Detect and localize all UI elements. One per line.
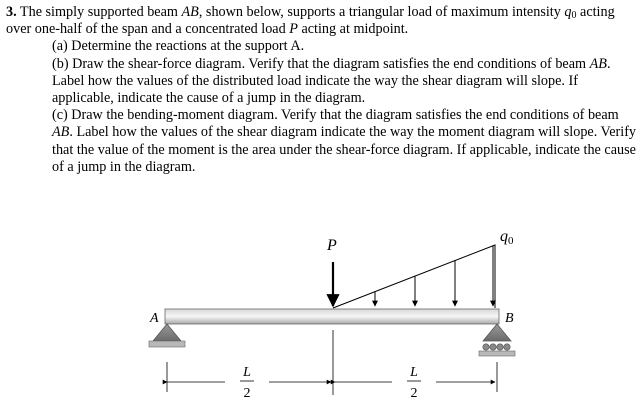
dim-right-num: L	[410, 365, 418, 380]
beam-name: AB	[589, 55, 607, 72]
intro-text: acting over one-half of the span and a concentrated load	[6, 4, 615, 38]
label-q: q	[500, 228, 508, 245]
beam-name: AB	[181, 4, 199, 20]
pin-support-a	[149, 324, 185, 347]
label-p: P	[327, 237, 337, 254]
intro-text: , shown below, supports a triangular load of maximum intensity	[198, 4, 565, 20]
intro-text: acting at midpoint.	[297, 21, 409, 38]
dim-left-num: L	[243, 365, 251, 380]
beam	[165, 309, 499, 324]
dim-right-den: 2	[410, 386, 418, 401]
dimension-right	[407, 365, 421, 401]
part-b-text: (b) Draw the shear-force diagram. Verify that the diagram satisfies the end conditions of beam	[52, 55, 590, 72]
distributed-load-arrows	[375, 246, 493, 306]
beam-name: AB	[52, 124, 70, 141]
dim-left-den: 2	[243, 386, 251, 401]
p-symbol: P	[289, 21, 298, 38]
part-b-text: . Label how the values of the distributed load indicate the way the shear diagram will slope. If applicable, indicate the cause of a jump in the diagram.	[52, 55, 611, 107]
part-c-text: . Label how the values of the shear diagram indicate the way the moment diagram will slope. Verify that the value of the moment is the area under the shear-force diagram. If applicable, indicate the cause of a jump in the diagram.	[52, 124, 637, 175]
distributed-load-outline	[333, 245, 495, 308]
label-q-sub: 0	[508, 235, 514, 247]
dimension-lines	[167, 330, 497, 395]
part-c-text: (c) Draw the bending-moment diagram. Verify that the diagram satisfies the end conditions of beam	[52, 107, 619, 124]
label-b: B	[505, 311, 514, 326]
roller-support-b	[479, 324, 515, 356]
label-a: A	[150, 311, 159, 326]
q-subscript: 0	[571, 10, 577, 21]
problem-number: 3.	[6, 4, 17, 20]
label-q0	[500, 228, 514, 247]
intro-text: The simply supported beam	[16, 4, 182, 20]
dimension-left	[240, 365, 254, 401]
part-a: (a) Determine the reactions at the support A.	[52, 38, 305, 55]
q-symbol: q	[564, 4, 572, 20]
